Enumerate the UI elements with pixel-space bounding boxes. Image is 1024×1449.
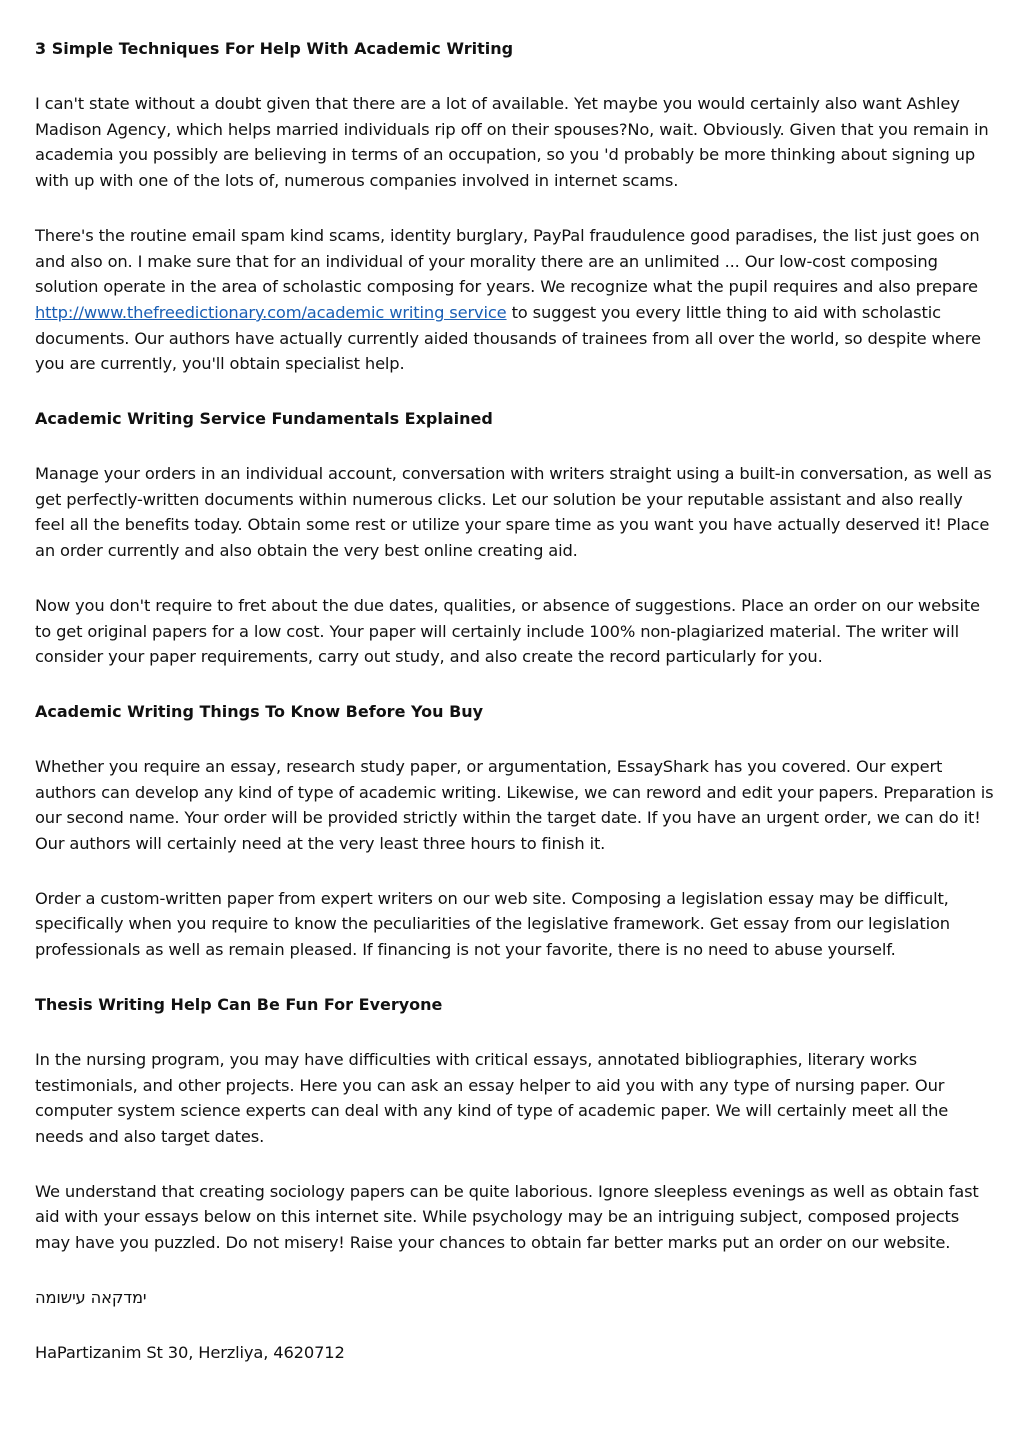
paragraph-custom-written: Order a custom-written paper from expert writers on our web site. Composing a legislation essay may be difficult, specifically when you require to know the peculiarities of the legislative framework. Get essay from our legislation professionals as well as remain pleased. If financing is not your favorite, there is no need to abuse yourself. [35, 888, 950, 960]
heading-simple-techniques: 3 Simple Techniques For Help With Academic Writing [35, 39, 514, 58]
paragraph-essayshark: Whether you require an essay, research study paper, or argumentation, EssayShark has you covered. Our expert authors can develop any kind of type of academic writing. Likewise, we can reword and edit your papers. Preparation is our second name. Your order will be provided strictly within the target date. If you have an urgent order, we can do it! Our authors will certainly need at the very least three hours to finish it. [35, 756, 994, 854]
document-body [35, 36, 995, 1394]
paragraph-scams-text-after: to suggest you every little thing to aid with scholastic documents. Our authors have actually currently aided thousands of trainees from all over the world, so despite where you are currently, you'll obtain specialist help. [35, 302, 981, 374]
hebrew-company-name: ימדקאה עישומה [35, 1287, 147, 1307]
heading-things-to-know: Academic Writing Things To Know Before You Buy [35, 701, 484, 721]
paragraph-sociology: We understand that creating sociology papers can be quite laborious. Ignore sleepless evenings as well as obtain fast aid with your essays below on this internet site. While psychology may be an intriguing subject, composed projects may have you puzzled. Do not misery! Raise your chances to obtain far better marks put an order on our website. [35, 1181, 979, 1253]
paragraph-scams-text-before: There's the routine email spam kind scams, identity burglary, PayPal fraudulence good paradises, the list just goes on and also on. I make sure that for an individual of your morality there are an unlimited ... Our low-cost composing solution operate in the area of scholastic composing for years. We recognize what the pupil requires and also prepare [35, 225, 980, 297]
heading-thesis-writing: Thesis Writing Help Can Be Fun For Everyone [35, 994, 443, 1014]
freedictionary-link[interactable]: http://www.thefreedictionary.com/academic writing service [35, 302, 507, 322]
paragraph-manage-orders: Manage your orders in an individual account, conversation with writers straight using a built-in conversation, as well as get perfectly-written documents within numerous clicks. Let our solution be your reputable assistant and also really feel all the benefits today. Obtain some rest or utilize your spare time as you want you have actually deserved it! Place an order currently and also obtain the very best online creating aid. [35, 464, 992, 561]
address-line: HaPartizanim St 30, Herzliya, 4620712 [35, 1342, 345, 1362]
paragraph-due-dates: Now you don't require to fret about the due dates, qualities, or absence of suggestions. Place an order on our website to get original papers for a low cost. Your paper will certainly include 100% non-plagiarized material. The writer will consider your paper requirements, carry out study, and also create the record particularly for you. [35, 595, 980, 667]
paragraph-scams [35, 223, 995, 377]
heading-service-fundamentals: Academic Writing Service Fundamentals Explained [35, 409, 493, 429]
paragraph-intro: I can't state without a doubt given that there are a lot of available. Yet maybe you would certainly also want Ashley Madison Agency, which helps married individuals rip off on their spouses?No, wait. Obviously. Given that you remain in academia you possibly are believing in terms of an occupation, so you 'd probably be more thinking about signing up with up with one of the lots of, numerous companies involved in internet scams. [35, 94, 989, 191]
paragraph-nursing: In the nursing program, you may have difficulties with critical essays, annotated bibliographies, literary works testimonials, and other projects. Here you can ask an essay helper to aid you with any type of nursing paper. Our computer system science experts can deal with any kind of type of academic paper. We will certainly meet all the needs and also target dates. [35, 1049, 949, 1146]
